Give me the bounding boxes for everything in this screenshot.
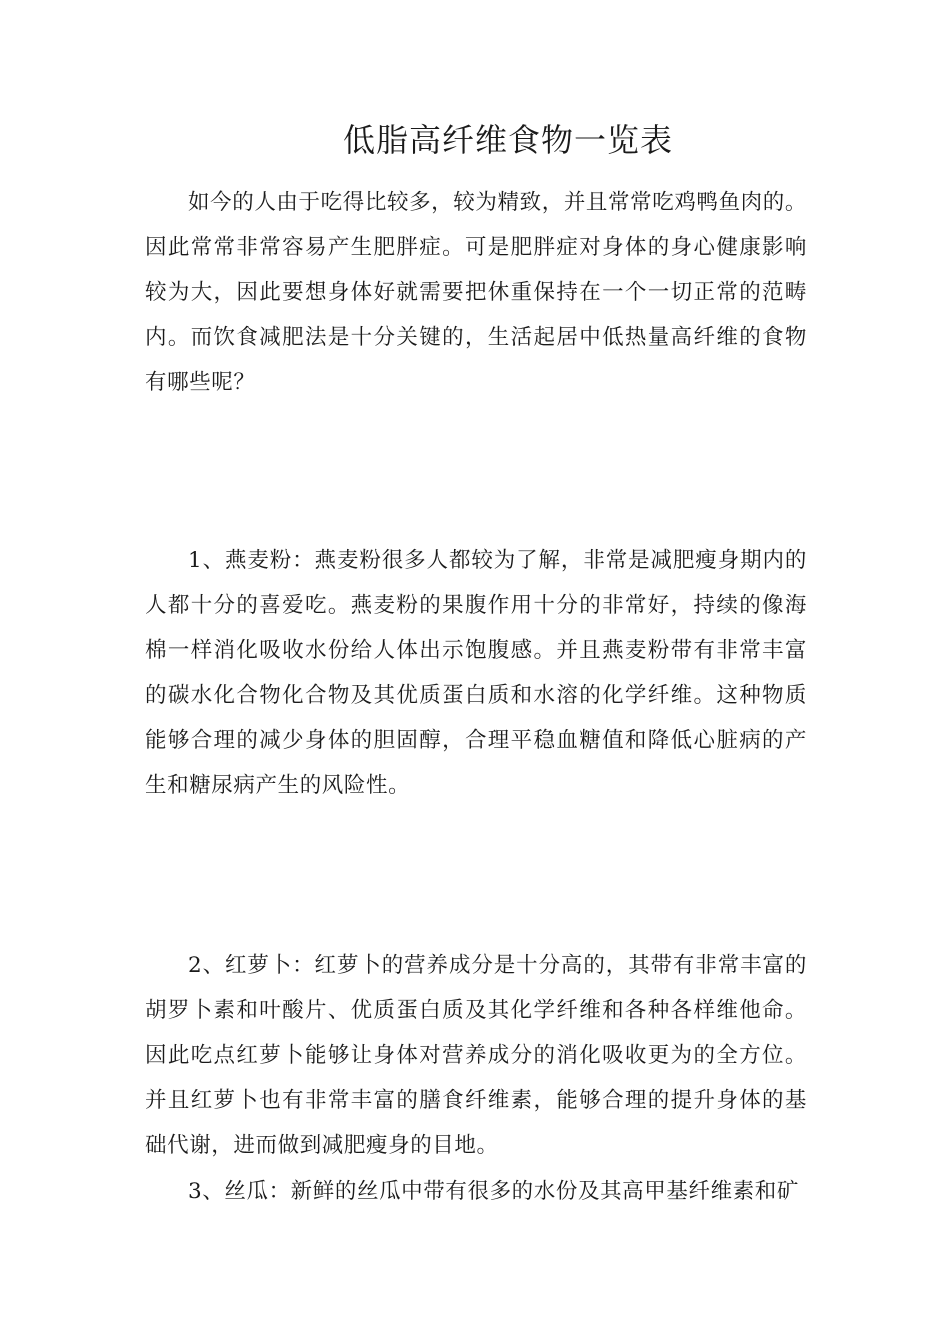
oat-paragraph: 1、燕麦粉：燕麦粉很多人都较为了解，非常是减肥瘦身期内的人都十分的喜爱吃。燕麦粉的果腹作用十分的非常好，持续的像海棉一样消化吸收水份给人体出示饱腹感。并且燕麦粉带有非常丰富的碳水化合物化合物及其优质蛋白质和水溶的化学纤维。这种物质能够合理的减少身体的胆固醇，合理平稳血糖值和降低心脏病的产生和糖尿病产生的风险性。	[145, 548, 807, 798]
document-title: 低脂高纤维食物一览表	[342, 121, 673, 159]
carrot-paragraph: 2、红萝卜：红萝卜的营养成分是十分高的，其带有非常丰富的胡罗卜素和叶酸片、优质蛋白质及其化学纤维和各种各样维他命。因此吃点红萝卜能够让身体对营养成分的消化吸收更为的全方位。并且红萝卜也有非常丰富的膳食纤维素，能够合理的提升身体的基础代谢，进而做到减肥瘦身的目地。	[145, 953, 807, 1158]
loofah-paragraph: 3、丝瓜：新鲜的丝瓜中带有很多的水份及其高甲基纤维素和矿	[188, 1179, 799, 1204]
intro-paragraph: 如今的人由于吃得比较多，较为精致，并且常常吃鸡鸭鱼肉的。因此常常非常容易产生肥胖症。可是肥胖症对身体的身心健康影响较为大，因此要想身体好就需要把休重保持在一个一切正常的范畴内。而饮食减肥法是十分关键的，生活起居中低热量高纤维的食物有哪些呢？	[145, 190, 807, 395]
